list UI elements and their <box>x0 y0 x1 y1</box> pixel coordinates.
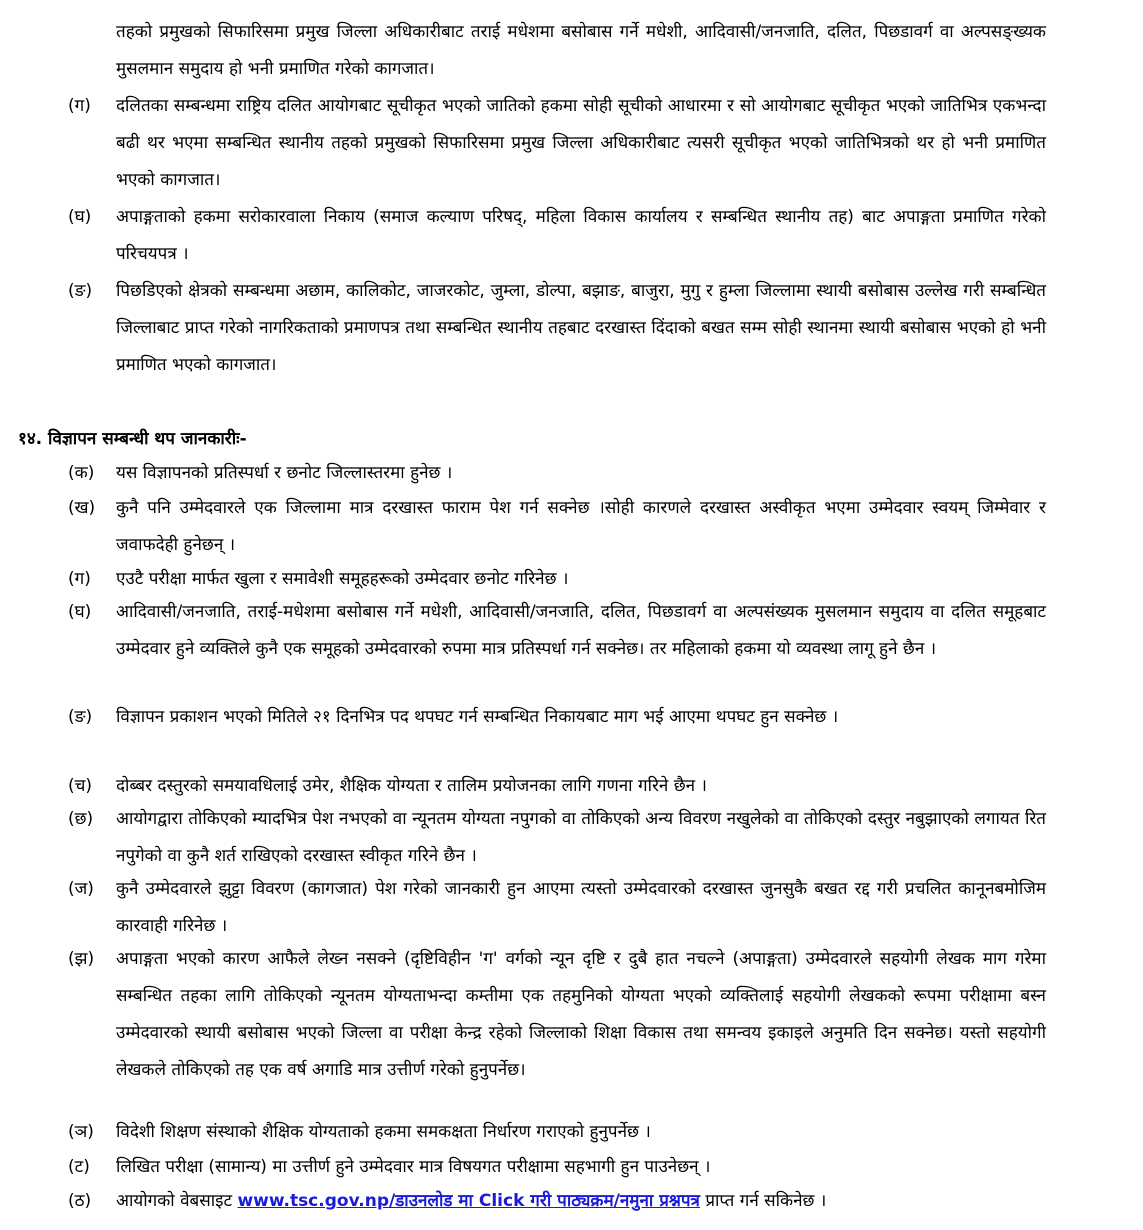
item-marker: (ज) <box>68 879 94 899</box>
item-text: आयोगद्वारा तोकिएको म्यादभित्र पेश नभएको वा न्यूनतम योग्यता नपुगको वा तोकिएको अन्य विवरण नखुलेको वा तोकिएको दस्तुर नबुझाएको लगायत रित नपुगेको वा कुनै शर्त राखिएको दरखास्त स्वीकृत गरिने छैन । <box>116 809 1046 866</box>
item-marker: (ट) <box>68 1157 90 1177</box>
item-text-after: प्राप्त गर्न सकिनेछ । <box>699 1191 827 1211</box>
item-text: एउटै परीक्षा मार्फत खुला र समावेशी समूहहरूको उम्मेदवार छनोट गरिनेछ । <box>116 569 569 589</box>
item-text: आदिवासी/जनजाति, तराई-मधेशमा बसोबास गर्ने मधेशी, आदिवासी/जनजाति, दलित, पिछडावर्ग वा अल्पसंख्यक मुसलमान समुदाय वा दलित समूहबाट उम्मेदवार हुने व्यक्तिले कुनै एक समूहको उम्मेदवारको रुपमा मात्र प्रतिस्पर्धा गर्न सक्नेछ। तर महिलाको हकमा यो व्यवस्था लागू हुने छैन । <box>116 602 1046 659</box>
item-marker: (ङ) <box>68 281 93 301</box>
item-marker: (ङ) <box>68 707 93 727</box>
item-text: दलितका सम्बन्धमा राष्ट्रिय दलित आयोगबाट सूचीकृत भएको जातिको हकमा सोही सूचीको आधारमा र सो आयोगबाट सूचीकृत भएको जातिभित्र एकभन्दा बढी थर भएमा सम्बन्धित स्थानीय तहको प्रमुखको सिफारिसमा प्रमुख जिल्ला अधिकारीबाट त्यसरी सूचीकृत भएको जातिभित्रको थर हो भनी प्रमाणित भएको कागजात। <box>116 96 1046 190</box>
item-text: अपाङ्गताको हकमा सरोकारवाला निकाय (समाज कल्याण परिषद्, महिला विकास कार्यालय र सम्बन्धित स्थानीय तह) बाट अपाङ्गता प्रमाणित गरेको परिचयपत्र । <box>116 207 1046 264</box>
item-marker: (क) <box>68 463 95 483</box>
section-heading: १४. विज्ञापन सम्बन्धी थप जानकारीः- <box>18 429 247 449</box>
item-text: अपाङ्गता भएको कारण आफैले लेख्न नसक्ने (दृष्टिविहीन 'ग' वर्गको न्यून दृष्टि र दुबै हात नचल्ने (अपाङ्गता) उम्मेदवारले सहयोगी लेखक माग गरेमा सम्बन्धित तहका लागि तोकिएको न्यूनतम योग्यताभन्दा कम्तीमा एक तहमुनिको योग्यता भएको व्यक्तिलाई सहयोगी लेखकको रूपमा परीक्षामा बस्न उम्मेदवारको स्थायी बसोबास भएको जिल्ला वा परीक्षा केन्द्र रहेको जिल्लाको शिक्षा विकास तथा समन्वय इकाइले अनुमति दिन सक्नेछ। यस्तो सहयोगी लेखकले तोकिएको तह एक वर्ष अगाडि मात्र उत्तीर्ण गरेको हुनुपर्नेछ। <box>116 949 1046 1080</box>
item-text: कुनै पनि उम्मेदवारले एक जिल्लामा मात्र दरखास्त फाराम पेश गर्न सक्नेछ ।सोही कारणले दरखास्त अस्वीकृत भएमा उम्मेदवार स्वयम् जिम्मेवार र जवाफदेही हुनेछन् । <box>116 498 1046 555</box>
item-marker: (घ) <box>68 602 92 622</box>
item-text <box>116 1183 1046 1220</box>
item-text-before: आयोगको वेबसाइट <box>116 1191 238 1211</box>
item-marker: (ञ) <box>68 1122 94 1142</box>
item-marker: (ग) <box>68 96 91 116</box>
item-marker: (ग) <box>68 569 91 589</box>
item-marker: (ख) <box>68 498 96 518</box>
item-text: कुनै उम्मेदवारले झुट्टा विवरण (कागजात) पेश गरेको जानकारी हुन आएमा त्यस्तो उम्मेदवारको दरखास्त जुनसुकै बखत रद्द गरी प्रचलित कानूनबमोजिम कारवाही गरिनेछ । <box>116 879 1046 936</box>
item-marker: (च) <box>68 776 93 796</box>
item-text: विदेशी शिक्षण संस्थाको शैक्षिक योग्यताको हकमा समकक्षता निर्धारण गराएको हुनुपर्नेछ । <box>116 1122 651 1142</box>
item-text: विज्ञापन प्रकाशन भएको मितिले २१ दिनभित्र पद थपघट गर्न सम्बन्धित निकायबाट माग भई आएमा थपघट हुन सक्नेछ । <box>116 707 839 727</box>
item-marker: (ठ) <box>68 1191 92 1211</box>
item-text: पिछडिएको क्षेत्रको सम्बन्धमा अछाम, कालिकोट, जाजरकोट, जुम्ला, डोल्पा, बझाङ, बाजुरा, मुगु र हुम्ला जिल्लामा स्थायी बसोबास उल्लेख गरी सम्बन्धित जिल्लाबाट प्राप्त गरेको नागरिकताको प्रमाणपत्र तथा सम्बन्धित स्थानीय तहबाट दरखास्त दिंदाको बखत सम्म सोही स्थानमा स्थायी बसोबास भएको हो भनी प्रमाणित भएको कागजात। <box>116 281 1046 375</box>
item-text: यस विज्ञापनको प्रतिस्पर्धा र छनोट जिल्लास्तरमा हुनेछ । <box>116 463 453 483</box>
item-marker: (झ) <box>68 949 95 969</box>
item-text: दोब्बर दस्तुरको समयावधिलाई उमेर, शैक्षिक योग्यता र तालिम प्रयोजनका लागि गणना गरिने छैन । <box>116 776 707 796</box>
item-text: लिखित परीक्षा (सामान्य) मा उत्तीर्ण हुने उम्मेदवार मात्र विषयगत परीक्षामा सहभागी हुन पाउनेछन् । <box>116 1157 711 1177</box>
paragraph-text: तहको प्रमुखको सिफारिसमा प्रमुख जिल्ला अधिकारीबाट तराई मधेशमा बसोबास गर्ने मधेशी, आदिवासी/जनजाति, दलित, पिछडावर्ग वा अल्पसङ्ख्यक मुसलमान समुदाय हो भनी प्रमाणित गरेको कागजात। <box>116 22 1046 79</box>
item-marker: (छ) <box>68 809 94 829</box>
tsc-website-link[interactable]: www.tsc.gov.np/डाउनलोड मा Click गरी पाठ्यक्रम/नमुना प्रश्नपत्र <box>237 1191 700 1211</box>
item-marker: (घ) <box>68 207 92 227</box>
